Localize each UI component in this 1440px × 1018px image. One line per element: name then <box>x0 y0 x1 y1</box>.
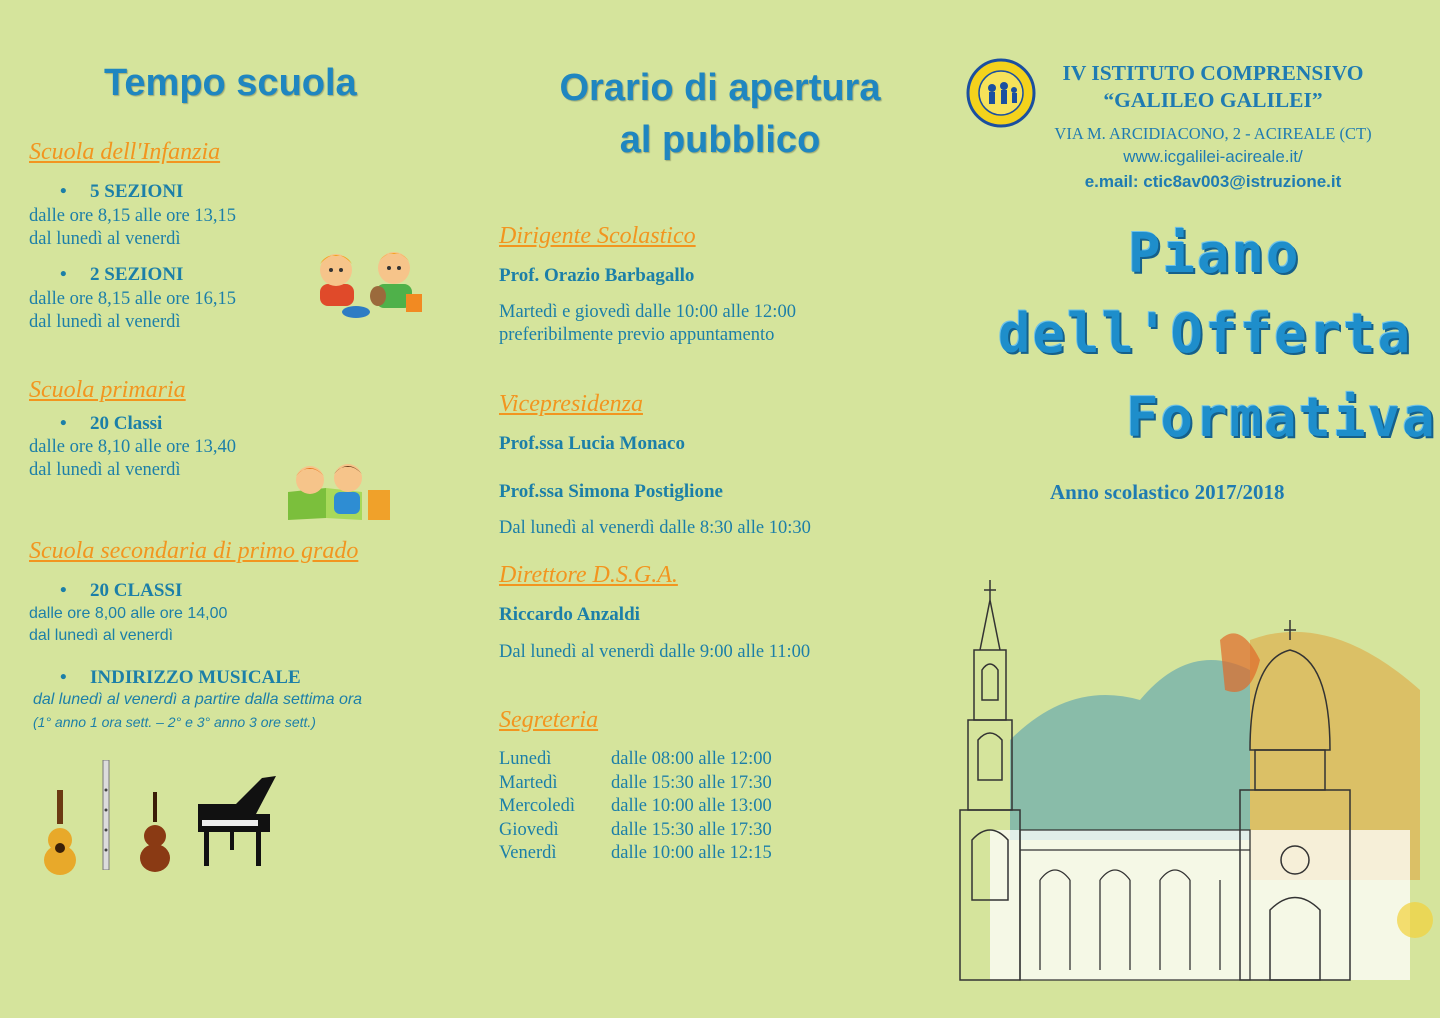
infanzia-bullet-2 <box>60 264 183 286</box>
kids-reading-illustration <box>286 462 392 522</box>
music-text-1: dal lunedì al venerdì a partire dalla settima ora <box>33 691 363 708</box>
secondaria-bullet-label: 20 CLASSI <box>90 580 183 601</box>
schedule-row <box>499 795 772 819</box>
schedule-row <box>499 772 772 796</box>
orario-title-line-1: Orario di apertura <box>559 67 881 109</box>
primaria-days: dal lunedì al venerdì <box>29 460 181 480</box>
school-name-line-1: IV ISTITUTO COMPRENSIVO <box>1062 61 1364 85</box>
segreteria-schedule <box>499 748 772 866</box>
schedule-hours: dalle 10:00 alle 12:15 <box>611 843 772 863</box>
flute-icon <box>100 760 112 870</box>
infanzia-bullet-1 <box>60 181 183 203</box>
segreteria-heading: Segreteria <box>499 707 599 733</box>
pof-title-line-1: Piano <box>1128 222 1301 285</box>
infanzia-text-2 <box>29 288 236 334</box>
dirigente-name: Prof. Orazio Barbagallo <box>499 265 695 286</box>
schedule-row <box>499 748 772 772</box>
schedule-hours: dalle 15:30 alle 17:30 <box>611 772 772 793</box>
music-bullet <box>60 667 301 689</box>
vice-name-2: Prof.ssa Simona Postiglione <box>499 481 723 502</box>
violin-icon <box>138 792 172 874</box>
infanzia-days-1: dal lunedì al venerdì <box>29 229 181 249</box>
primaria-text <box>29 436 236 482</box>
schedule-day: Martedì <box>499 772 558 793</box>
school-website[interactable]: www.icgalilei-acireale.it/ <box>1123 147 1303 166</box>
schedule-day: Giovedì <box>499 819 559 840</box>
school-address: VIA M. ARCIDIACONO, 2 - ACIREALE (CT) <box>1054 124 1372 143</box>
primaria-hours: dalle ore 8,10 alle ore 13,40 <box>29 437 237 457</box>
infanzia-text-1 <box>29 205 236 251</box>
piano-icon <box>196 774 278 870</box>
schedule-row <box>499 842 772 866</box>
dirigente-heading: Dirigente Scolastico <box>499 223 696 249</box>
tempo-scuola-title: Tempo scuola <box>104 62 357 104</box>
schedule-day: Lunedì <box>499 749 552 769</box>
schedule-hours: dalle 15:30 alle 17:30 <box>611 819 772 840</box>
orario-title <box>520 62 920 166</box>
primaria-heading: Scuola primaria <box>29 377 186 403</box>
schedule-row <box>499 819 772 843</box>
pof-title-line-2: dell'Offerta <box>998 302 1413 365</box>
secondaria-hours: dalle ore 8,00 alle ore 14,00 <box>29 605 228 622</box>
primaria-bullet-label: 20 Classi <box>90 413 163 434</box>
school-logo <box>964 58 1038 128</box>
primaria-bullet <box>60 413 162 435</box>
infanzia-heading: Scuola dell'Infanzia <box>29 139 221 165</box>
kids-playing-illustration <box>306 244 428 320</box>
dirigente-hours-line-2: preferibilmente previo appuntamento <box>499 325 775 345</box>
secondaria-days: dal lunedì al venerdì <box>29 627 174 644</box>
secondaria-heading: Scuola secondaria di primo grado <box>29 538 359 564</box>
dsga-heading: Direttore D.S.G.A. <box>499 562 678 588</box>
school-name <box>1040 60 1386 114</box>
guitar-icon <box>40 790 80 876</box>
school-email[interactable]: e.mail: ctic8av003@istruzione.it <box>1084 172 1342 191</box>
pof-title-line-3: Formativa <box>1126 386 1437 449</box>
music-text-2: (1° anno 1 ora sett. – 2° e 3° anno 3 ore sett.) <box>33 714 316 730</box>
music-bullet-label: INDIRIZZO MUSICALE <box>90 667 301 688</box>
schedule-hours: dalle 08:00 alle 12:00 <box>611 749 772 769</box>
dsga-hours: Dal lunedì al venerdì dalle 9:00 alle 11:00 <box>499 642 811 662</box>
vice-hours: Dal lunedì al venerdì dalle 8:30 alle 10:30 <box>499 518 811 538</box>
secondaria-bullet <box>60 580 182 602</box>
schedule-hours: dalle 10:00 alle 13:00 <box>611 796 772 816</box>
dirigente-hours-line-1: Martedì e giovedì dalle 10:00 alle 12:00 <box>499 302 796 322</box>
cathedral-sketch-illustration <box>950 580 1440 1010</box>
infanzia-hours-1: dalle ore 8,15 alle ore 13,15 <box>29 206 237 226</box>
infanzia-days-2: dal lunedì al venerdì <box>29 312 181 332</box>
schedule-day: Mercoledì <box>499 796 576 816</box>
vice-name-1: Prof.ssa Lucia Monaco <box>499 433 685 454</box>
school-year: Anno scolastico 2017/2018 <box>1050 480 1285 504</box>
infanzia-hours-2: dalle ore 8,15 alle ore 16,15 <box>29 289 237 309</box>
infanzia-bullet-2-label: 2 SEZIONI <box>90 264 184 285</box>
school-name-line-2: “GALILEO GALILEI” <box>1103 88 1323 112</box>
dirigente-hours <box>499 301 796 347</box>
infanzia-bullet-1-label: 5 SEZIONI <box>90 181 184 202</box>
dsga-name: Riccardo Anzaldi <box>499 604 640 625</box>
secondaria-text <box>29 603 227 647</box>
schedule-day: Venerdì <box>499 843 557 863</box>
vice-heading: Vicepresidenza <box>499 391 643 417</box>
orario-title-line-2: al pubblico <box>619 119 821 161</box>
